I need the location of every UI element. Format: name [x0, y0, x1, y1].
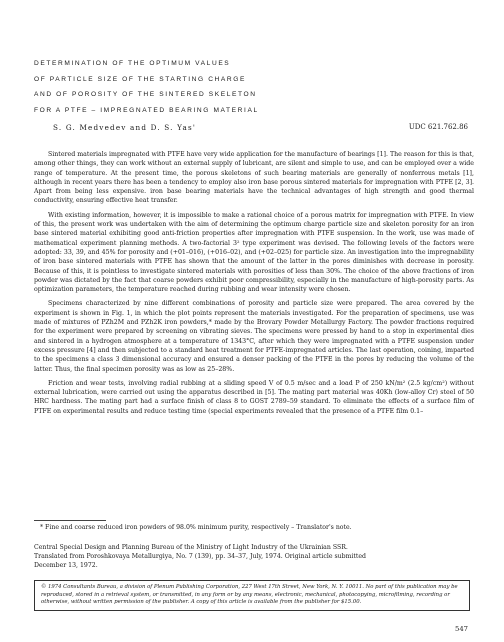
paragraph: With existing information, however, it is impossible to make a rational choice of a porous matrix for impregnation with PTFE. In view of this, the present work was undertaken with the aim of determining the optimum charge particle size and skeleton porosity for an iron base sintered material exhibiting good anti-friction properties after impregnation with PTFE suspension. In the work, use was made of mathematical experiment planning methods. A two-factorial 3² type experiment was devised. The following levels of the factors were adopted: 33, 39, and 45% for porosity and (+01–016), (+016–02), and (+02–025) for particle size. An investigation into the impregnability of iron base sintered materials with PTFE has shown that the amount of the latter in the pores diminishes with decrease in porosity. Because of this, it is pointless to investigate sintered materials with porosities of less than 30%. The choice of the above fractions of iron powder was dictated by the fact that coarse powders exhibit poor compressibility, especially in the manufacture of high-porosity parts. As optimization parameters, the temperature reached during rubbing and wear intensity were chosen. [34, 211, 474, 294]
authors: S. G. Medvedev and D. S. Yas' [53, 123, 197, 132]
page-number: 547 [455, 625, 468, 633]
udc-code: UDC 621.762.86 [408, 123, 468, 131]
origin-line: Translated from Poroshkovaya Metallurgiya, No. 7 (139), pp. 34–37, July, 1974. Original article submitted [34, 553, 367, 560]
paragraph: Friction and wear tests, involving radial rubbing at a sliding speed V of 0.5 m/sec and a load P of 250 kN/m² (2.5 kg/cm²) without external lubrication, were carried out using the apparatus described in [5]. The mating part material was 40Kh (low-alloy Cr) steel of 50 HRC hardness. The mating part had a surface finish of class 8 to GOST 2789–59 standard. To eliminate the effects of a surface film of PTFE on experimental results and reduce testing time (special experiments revealed that the presence of a PTFE film 0.1– [34, 379, 474, 415]
copyright-text: © 1974 Consultants Bureau, a division of Plenum Publishing Corporation, 227 West 17th Street, New York, N. Y. 10011. No part of this publication may be reproduced, stored in a retrieval system, or transmitted, in any form or by any means, electronic, mechanical, photocopying, microfilming, recording or otherwise, without written permission of the publisher. A copy of this article is available from the publisher for $15.00. [41, 584, 458, 606]
footnote-rule [34, 520, 106, 521]
article-body [34, 150, 474, 421]
footnote [34, 520, 474, 532]
title-line: FOR A PTFE – IMPREGNATED BEARING MATERIAL [34, 106, 259, 114]
title-line: DETERMINATION OF THE OPTIMUM VALUES [34, 60, 231, 67]
origin-line: December 13, 1972. [34, 562, 98, 569]
title-line: OF PARTICLE SIZE OF THE STARTING CHARGE [34, 75, 247, 83]
paragraph: Specimens characterized by nine different combinations of porosity and particle size were prepared. The area covered by the experiment is shown in Fig. 1, in which the plot points represent the materials investigated. For the preparation of specimens, use was made of mixtures of PZh2M and PZh2K iron powders,* made by the Brovary Powder Metallurgy Factory. The powder fractions required for the experiment were prepared by screening on vibrating sieves. The specimens were pressed by hand to a stop in experimental dies and sintered in a hydrogen atmosphere at a temperature of 1343°C, after which they were impregnated with a PTFE suspension under excess pressure [4] and then subjected to a standard heat treatment for PTFE-impregnated articles. The last operation, coining, imparted to the specimens a class 3 dimensional accuracy and ensured a denser packing of the PTFE in the pores by reducing the volume of the latter. Thus, the final specimen porosity was as low as 25–28%. [34, 300, 474, 373]
copyright-box [34, 580, 470, 611]
origin-line: Central Special Design and Planning Bureau of the Ministry of Light Industry of the Ukrainian SSR. [34, 544, 348, 551]
origin-note [34, 543, 474, 570]
paragraph: Sintered materials impregnated with PTFE have very wide application for the manufacture of bearings [1]. The reason for this is that, among other things, they can work without an external supply of lubricant, are silent and simple to use, and can be employed over a wide range of temperature. At the present time, the porous skeletons of such bearing materials are generally of nonferrous metals [1], although in recent years there has been a tendency to employ also iron base porous sintered materials for impregnation with PTFE [2, 3]. Apart from being less expensive. iron base bearing materials have the technical advantages of high strength and good thermal conductivity, ensuring effective heat transfer. [34, 151, 474, 205]
article-title [34, 56, 474, 118]
footnote-text: * Fine and coarse reduced iron powders of 98.0% minimum purity, respectively – Translator's note. [40, 524, 352, 531]
title-line: AND OF POROSITY OF THE SINTERED SKELETON [34, 91, 257, 98]
